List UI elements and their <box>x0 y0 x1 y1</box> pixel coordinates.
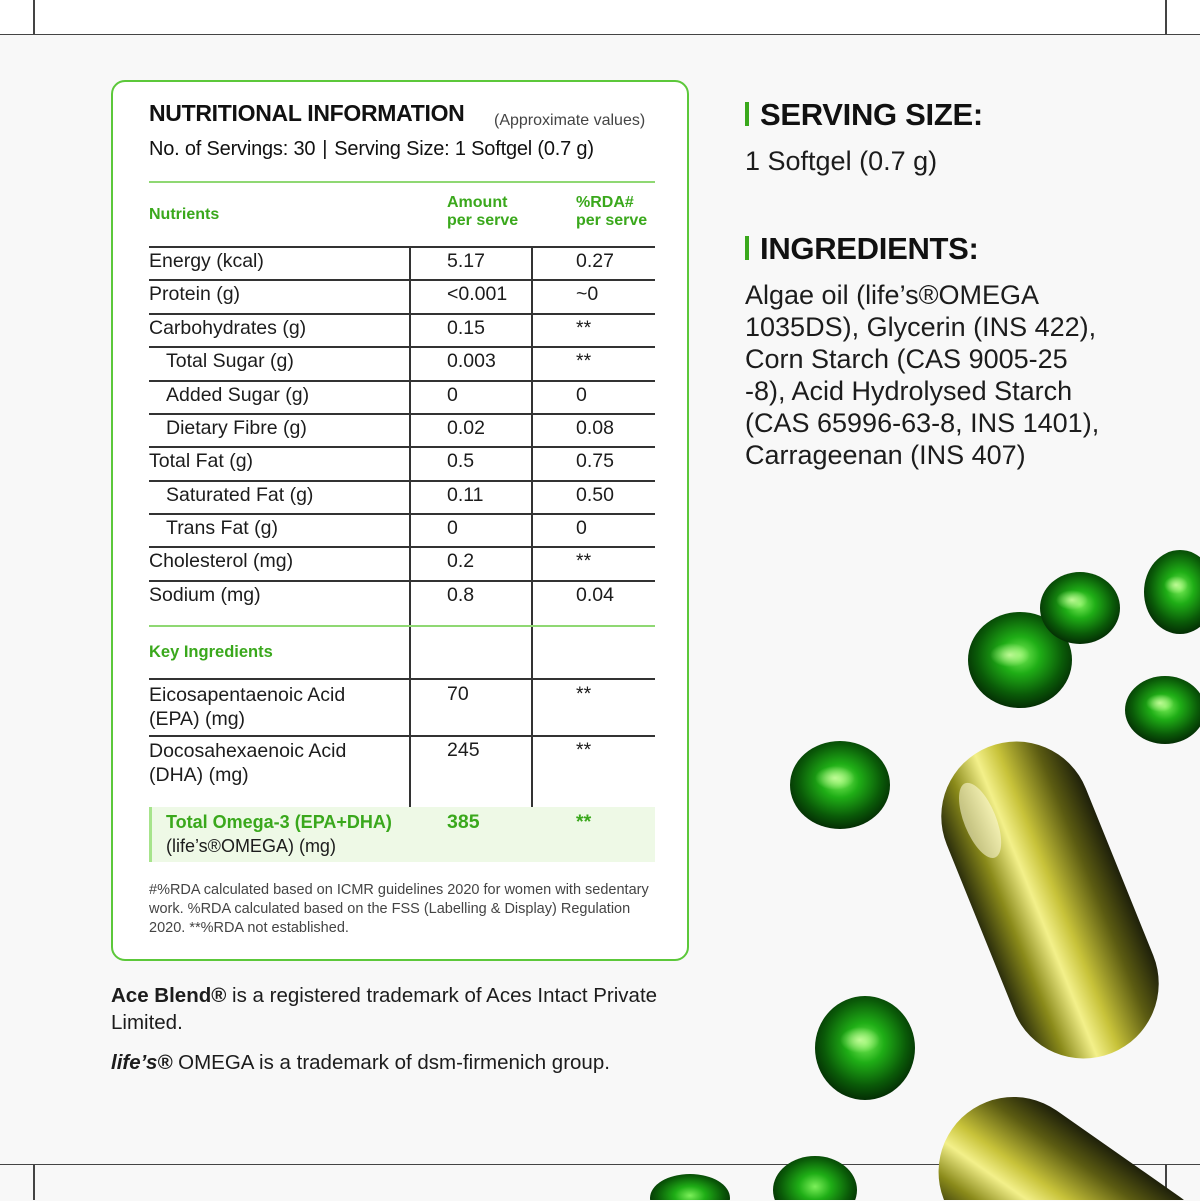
lifes-brand: life’s® <box>111 1051 173 1074</box>
yellow-softgel-capsule <box>919 719 1182 1081</box>
nutrient-name: Dietary Fibre (g) <box>166 417 307 439</box>
key-ingredient-name-line: (DHA) (mg) <box>149 764 249 786</box>
green-softgel-bead <box>1125 676 1200 744</box>
nutrient-rda: ** <box>576 350 592 372</box>
nutrient-rda: 0.27 <box>576 250 614 272</box>
nutrient-name: Carbohydrates (g) <box>149 317 307 339</box>
nutrient-name: Total Fat (g) <box>149 450 254 472</box>
separator: | <box>322 138 328 160</box>
header-amount-line2: per serve <box>447 212 519 229</box>
key-ingredients-label: Key Ingredients <box>149 643 273 661</box>
ingredients-title: INGREDIENTS: <box>760 231 979 266</box>
key-ingredient-amount: 245 <box>447 739 480 761</box>
total-omega-name-line1: Total Omega-3 (EPA+DHA) <box>166 812 392 832</box>
key-ingredient-name-line: Eicosapentaenoic Acid <box>149 684 346 706</box>
nutrient-amount: 0.15 <box>447 317 485 339</box>
nutrient-rda: ~0 <box>576 283 599 305</box>
nutrient-amount: 0.02 <box>447 417 485 439</box>
key-ingredient-name-line: (EPA) (mg) <box>149 708 246 730</box>
serving-size-value: 1 Softgel (0.7 g) <box>745 146 938 176</box>
nutrient-name: Total Sugar (g) <box>166 350 294 372</box>
nutrient-amount: 0.5 <box>447 450 475 472</box>
nutrition-title: NUTRITIONAL INFORMATION <box>149 100 465 126</box>
green-softgel-bead <box>790 741 890 829</box>
green-softgel-bead <box>815 996 915 1100</box>
nutrient-rda: 0 <box>576 384 587 406</box>
total-omega-amount: 385 <box>447 811 480 833</box>
nutrient-rda: 0.08 <box>576 417 614 439</box>
ingredients-line: (CAS 65996-63-8, INS 1401), <box>745 408 1100 438</box>
green-softgel-bead <box>773 1156 857 1200</box>
nutrient-rda: ** <box>576 550 592 572</box>
nutrient-rda: 0 <box>576 517 587 539</box>
nutrient-amount: 0.8 <box>447 584 475 606</box>
nutrient-amount: 0.11 <box>447 484 484 506</box>
nutrient-rda: 0.04 <box>576 584 614 606</box>
nutrient-amount: 5.17 <box>447 250 485 272</box>
nutrient-amount: <0.001 <box>447 283 508 305</box>
ace-blend-brand: Ace Blend® <box>111 984 227 1007</box>
nutrient-amount: 0.003 <box>447 350 496 372</box>
serving-size-title: SERVING SIZE: <box>760 97 983 132</box>
key-ingredient-amount: 70 <box>447 683 469 705</box>
nutrient-amount: 0 <box>447 384 458 406</box>
ingredients-line: -8), Acid Hydrolysed Starch <box>745 376 1073 406</box>
ingredients-line: Corn Starch (CAS 9005-25 <box>745 344 1068 374</box>
ace-blend-text: is a registered trademark of Aces Intact Private <box>226 984 658 1007</box>
green-softgel-bead <box>650 1174 730 1200</box>
key-ingredient-rda: ** <box>576 683 592 705</box>
ingredients-line: 1035DS), Glycerin (INS 422), <box>745 312 1097 342</box>
ingredients-line: Carrageenan (INS 407) <box>745 440 1026 470</box>
nutrient-name: Trans Fat (g) <box>166 517 278 539</box>
servings-count: No. of Servings: 30 <box>149 138 316 160</box>
key-ingredient-rda: ** <box>576 739 592 761</box>
nutrient-rda: ** <box>576 317 592 339</box>
approximate-note: (Approximate values) <box>494 112 646 129</box>
nutrient-rda: 0.75 <box>576 450 614 472</box>
nutrient-amount: 0.2 <box>447 550 475 572</box>
nutrient-name: Protein (g) <box>149 283 241 305</box>
green-softgel-bead <box>1144 550 1200 634</box>
serving-size: Serving Size: 1 Softgel (0.7 g) <box>334 138 594 160</box>
nutrient-name: Added Sugar (g) <box>166 384 310 406</box>
green-softgel-bead <box>1040 572 1120 644</box>
header-amount-line1: Amount <box>447 194 508 211</box>
nutrient-name: Cholesterol (mg) <box>149 550 294 572</box>
nutrient-name: Energy (kcal) <box>149 250 264 272</box>
nutrient-name: Saturated Fat (g) <box>166 484 314 506</box>
nutrient-rda: 0.50 <box>576 484 614 506</box>
nutrient-name: Sodium (mg) <box>149 584 261 606</box>
header-nutrients: Nutrients <box>149 206 220 223</box>
rda-footnote: #%RDA calculated based on ICMR guidelines 2020 for women with sedentary work. %RDA calculated based on the FSS (Labelling & Display) Regulation 2020. **%RDA not established. <box>149 882 649 936</box>
total-omega-rda: ** <box>576 811 592 833</box>
yellow-softgel-capsule <box>909 1068 1200 1200</box>
ingredients-line: Algae oil (life’s®OMEGA <box>745 280 1039 310</box>
nutrient-amount: 0 <box>447 517 458 539</box>
header-rda-line1: %RDA# <box>576 194 634 211</box>
key-ingredient-name-line: Docosahexaenoic Acid <box>149 740 347 762</box>
ace-blend-text-line2: Limited. <box>111 1011 183 1034</box>
header-rda-line2: per serve <box>576 212 648 229</box>
lifes-omega-text: OMEGA is a trademark of dsm-firmenich group. <box>172 1051 610 1074</box>
total-omega-name-line2: (life’s®OMEGA) (mg) <box>166 836 336 856</box>
